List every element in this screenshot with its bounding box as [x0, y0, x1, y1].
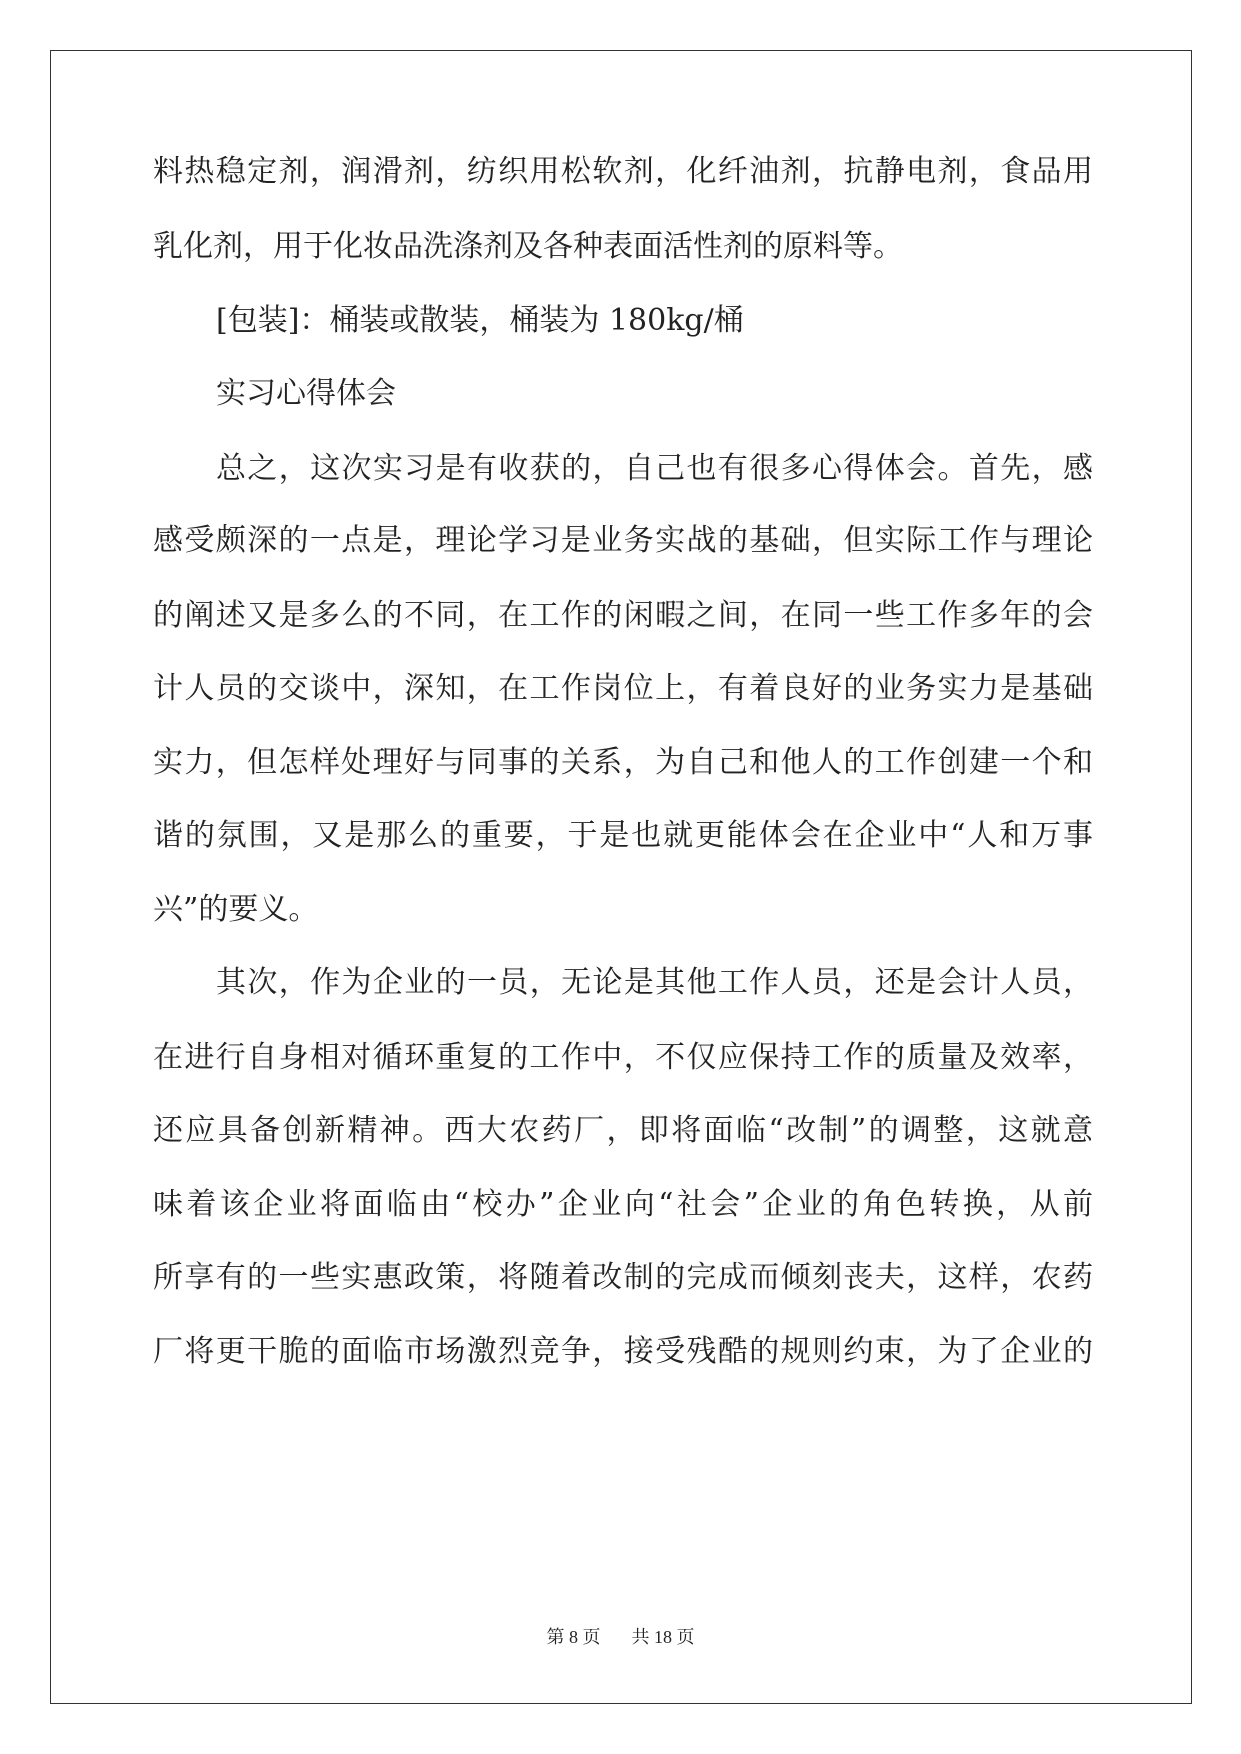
- body-text-line: 还应具备创新精神。西大农药厂，即将面临“改制”的调整，这就意: [153, 1113, 1093, 1148]
- body-text-line: 其次，作为企业的一员，无论是其他工作人员，还是会计人员，: [216, 965, 1093, 1000]
- page-footer: [0, 1625, 1241, 1649]
- page-number: 第 8 页: [546, 1627, 601, 1647]
- body-text-line: 的阐述又是多么的不同，在工作的闲暇之间，在同一些工作多年的会: [153, 598, 1093, 633]
- body-text-line: 所享有的一些实惠政策，将随着改制的完成而倾刻丧夫，这样，农药: [153, 1260, 1093, 1295]
- body-text-line: 实力，但怎样处理好与同事的关系，为自己和他人的工作创建一个和: [153, 745, 1093, 780]
- body-text-line: 厂将更干脆的面临市场激烈竞争，接受残酷的规则约束，为了企业的: [153, 1334, 1093, 1369]
- body-text-line: 在进行自身相对循环重复的工作中，不仅应保持工作的质量及效率，: [153, 1040, 1093, 1075]
- page-border: [50, 50, 1192, 1704]
- section-heading: 实习心得体会: [216, 376, 396, 411]
- body-text-line: 计人员的交谈中，深知，在工作岗位上，有着良好的业务实力是基础: [153, 671, 1093, 706]
- body-text-line: 谐的氛围，又是那么的重要，于是也就更能体会在企业中“人和万事: [153, 818, 1093, 853]
- total-pages: 共 18 页: [631, 1627, 695, 1647]
- body-text-line: 兴”的要义。: [153, 892, 319, 927]
- body-text-line: 感受颇深的一点是，理论学习是业务实战的基础，但实际工作与理论: [153, 523, 1093, 558]
- package-info-line: [包装]：桶装或散装，桶装为 180kg/桶: [216, 303, 744, 338]
- body-text-line: 味着该企业将面临由“校办”企业向“社会”企业的角色转换，从前: [153, 1187, 1093, 1222]
- body-text-line: 乳化剂，用于化妆品洗涤剂及各种表面活性剂的原料等。: [153, 229, 903, 264]
- body-text-line: 料热稳定剂，润滑剂，纺织用松软剂，化纤油剂，抗静电剂，食品用: [153, 154, 1093, 189]
- body-text-line: 总之，这次实习是有收获的，自己也有很多心得体会。首先，感: [216, 451, 1093, 486]
